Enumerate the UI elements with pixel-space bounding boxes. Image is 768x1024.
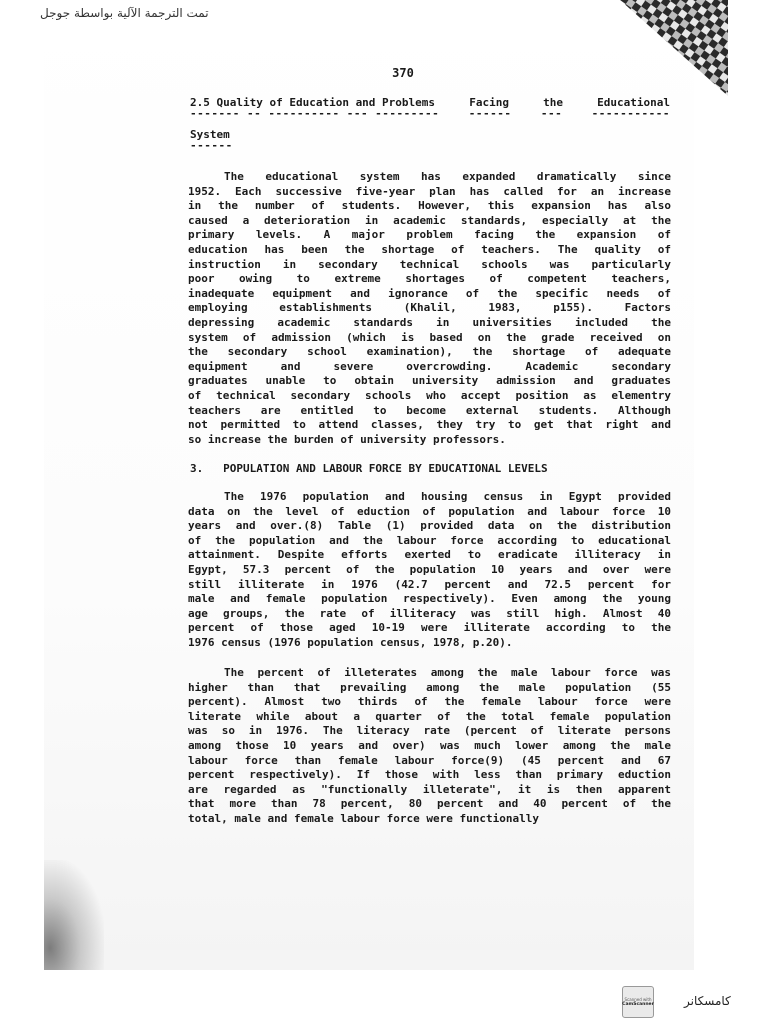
scan-shadow bbox=[44, 860, 104, 970]
text-line: are regarded as "functionally illeterate", it is then apparent bbox=[188, 782, 671, 796]
scan-corner-artifact bbox=[620, 0, 728, 96]
text-line: employing establishments (Khalil, 1983, p155). Factors bbox=[188, 301, 671, 315]
text-line: depressing academic standards in universities included the bbox=[188, 315, 671, 329]
text-line: Egypt, 57.3 percent of the population 10 years and over were bbox=[188, 562, 671, 576]
text-line: literate while about a quarter of the total female population bbox=[188, 709, 671, 723]
text-line: primary levels. A major problem facing the expansion of bbox=[188, 228, 671, 242]
text-line: years and over.(8) Table (1) provided data on the distribution bbox=[188, 519, 671, 533]
text-line: in the number of students. However, this expansion has also bbox=[188, 199, 671, 213]
text-line: percent respectively). If those with less than primary eduction bbox=[188, 768, 671, 782]
heading-word: 2.5 Quality of Education and Problems bbox=[190, 96, 436, 109]
text-line: The percent of illeterates among the male labour force was bbox=[224, 666, 671, 679]
text-line: instruction in secondary technical schools was particularly bbox=[188, 257, 671, 271]
paragraph-census bbox=[188, 490, 671, 651]
text-line: The educational system has expanded dramatically since bbox=[224, 170, 671, 183]
section-2-5-heading-cont: System ------ bbox=[190, 128, 233, 152]
heading-underline: ------- -- ---------- --- --------- ------ --- ----------- bbox=[190, 110, 670, 120]
text-line: percent of those aged 10-19 were illiterate according to the bbox=[188, 621, 671, 635]
text-line: caused a deterioration in academic standards, especially at the bbox=[188, 213, 671, 227]
paragraph-labour-force bbox=[188, 666, 671, 827]
text-line: attainment. Despite efforts exerted to eradicate illiteracy in bbox=[188, 548, 671, 562]
text-line: that more than 78 percent, 80 percent and 40 percent of the bbox=[188, 797, 671, 811]
text-line: still illiterate in 1976 (42.7 percent and 72.5 percent for bbox=[188, 577, 671, 591]
text-line: data on the level of eduction of population and labour force 10 bbox=[188, 504, 671, 518]
text-line: system of admission (which is based on the grade received on bbox=[188, 330, 671, 344]
text-line: graduates unable to obtain university admission and graduates bbox=[188, 374, 671, 388]
text-line: age groups, the rate of illiteracy was still high. Almost 40 bbox=[188, 606, 671, 620]
text-line: poor owing to extreme shortages of competent teachers, bbox=[188, 272, 671, 286]
text-line: percent). Almost two thirds of the female labour force were bbox=[188, 695, 671, 709]
text-line: not permitted to attend classes, they try to get that right and bbox=[188, 418, 671, 432]
text-line: higher than that prevailing among the male population (55 bbox=[188, 680, 671, 694]
text-line: labour force than female labour force(9) (45 percent and 67 bbox=[188, 753, 671, 767]
text-line: among those 10 years and over) was much lower among the male bbox=[188, 738, 671, 752]
text-line: so increase the burden of university professors. bbox=[188, 432, 506, 446]
text-line: of technical secondary schools who accept position as elementry bbox=[188, 388, 671, 402]
translation-note: تمت الترجمة الآلية بواسطة جوجل bbox=[40, 6, 209, 20]
camscanner-logo: Scanned with CamScanner bbox=[622, 986, 654, 1018]
page-number: 370 bbox=[392, 66, 414, 80]
text-line: teachers are entitled to become external students. Although bbox=[188, 403, 671, 417]
text-line: 1952. Each successive five-year plan has called for an increase bbox=[188, 184, 671, 198]
heading-word: the bbox=[543, 96, 563, 109]
paragraph-education-system bbox=[188, 170, 671, 447]
section-2-5-heading bbox=[190, 96, 670, 120]
heading-row bbox=[190, 96, 670, 110]
section-3-heading: 3. POPULATION AND LABOUR FORCE BY EDUCATIONAL LEVELS bbox=[190, 462, 548, 475]
text-line: was so in 1976. The literacy rate (percent of literate persons bbox=[188, 724, 671, 738]
text-line: inadequate equipment and ignorance of the specific needs of bbox=[188, 286, 671, 300]
heading-word: Facing bbox=[469, 96, 509, 109]
text-line: of the population and the labour force according to educational bbox=[188, 533, 671, 547]
text-line: education has been the shortage of teachers. The quality of bbox=[188, 242, 671, 256]
footer-label: كامسكانر bbox=[684, 994, 731, 1008]
text-line: male and female population respectively). Even among the young bbox=[188, 592, 671, 606]
text-line: total, male and female labour force were functionally bbox=[188, 811, 539, 825]
text-line: The 1976 population and housing census in Egypt provided bbox=[224, 490, 671, 503]
text-line: equipment and severe overcrowding. Academic secondary bbox=[188, 359, 671, 373]
heading-word: Educational bbox=[597, 96, 670, 109]
text-line: the secondary school examination), the shortage of adequate bbox=[188, 345, 671, 359]
text-line: 1976 census (1976 population census, 1978, p.20). bbox=[188, 635, 513, 649]
